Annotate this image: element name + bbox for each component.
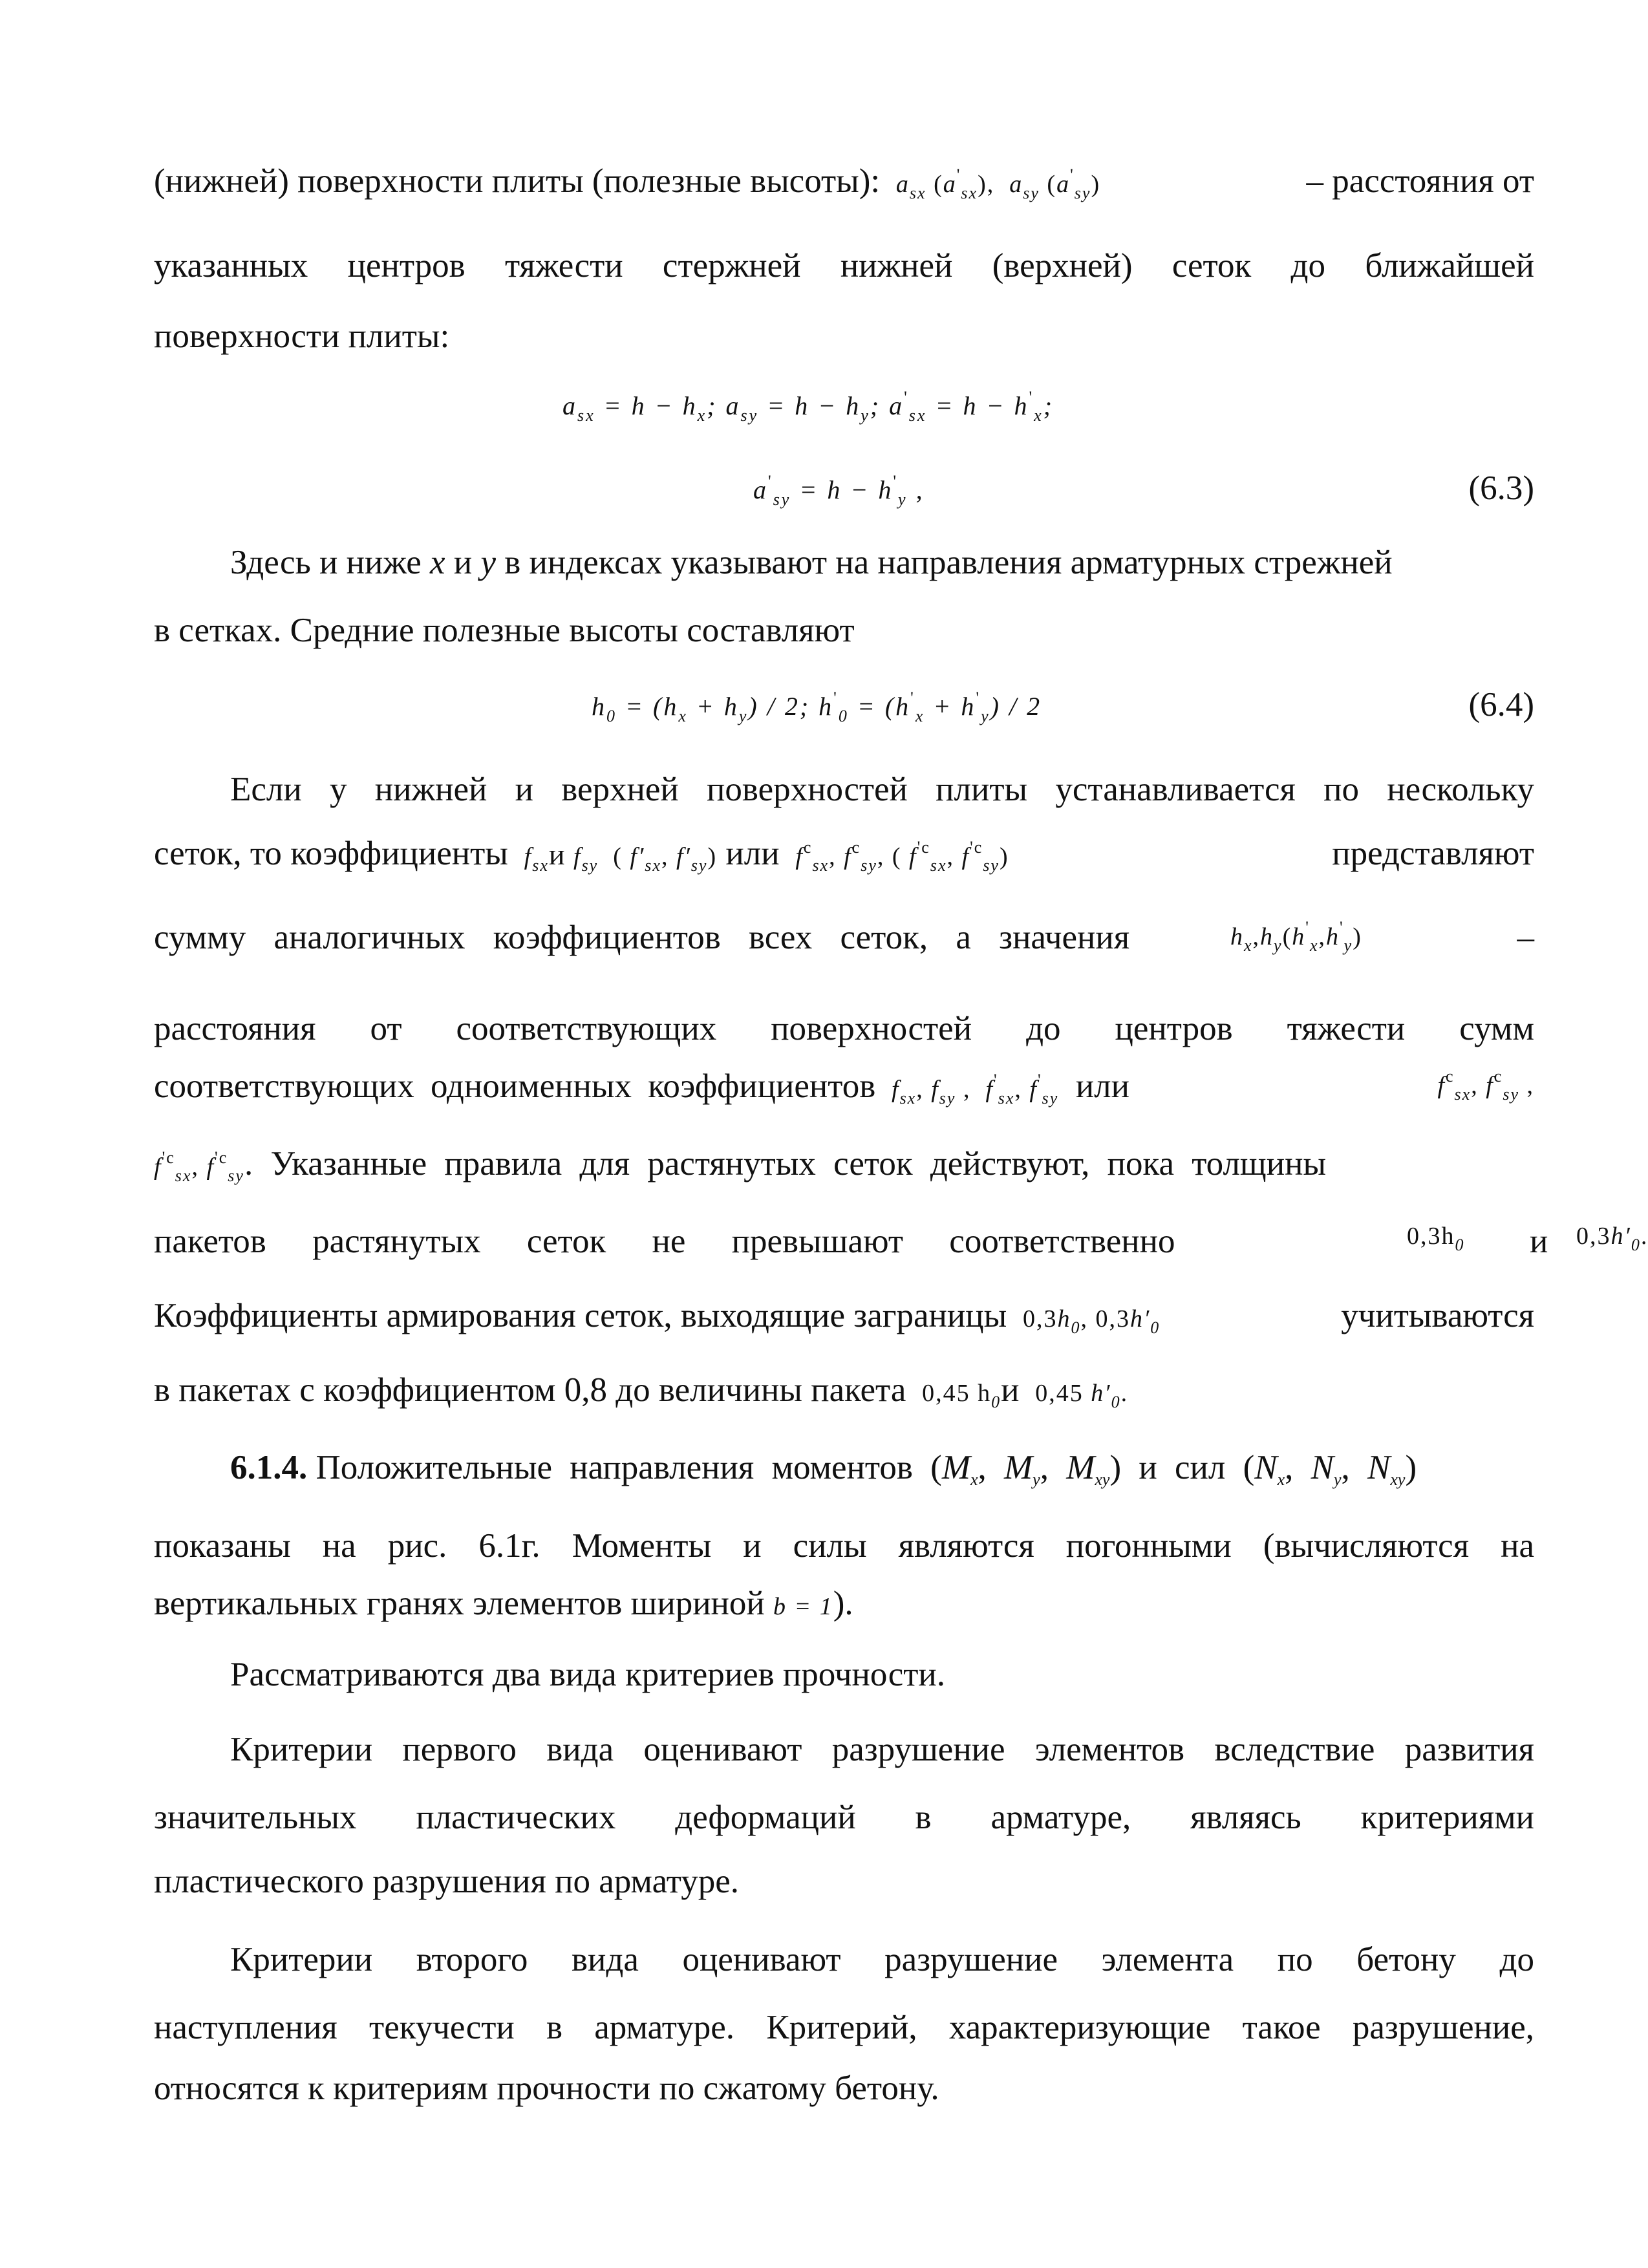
text-line: наступления текучести в арматуре. Критерий, характеризующие такое разрушение, <box>154 2009 1534 2046</box>
formula-03-bounds: $0,3h_0$, $0,3h'_0$ <box>1022 1305 1161 1337</box>
text-line: значительных пластических деформаций в арматуре, являясь критериями <box>154 1799 1534 1836</box>
formula-045h0: 0,45 $h_0$ <box>922 1380 1001 1411</box>
formula-asx: $a_{sx}$ $(a'_{sx})$, $a_{sy}$ $(a'_{sy})$ <box>888 166 1101 202</box>
text-line: пакетов растянутых сеток не превышают соответственно $0,3h_0$ и $0,3h'_0$. <box>154 1223 1648 1260</box>
text-line: указанных центров тяжести стержней нижней (верхней) сеток до ближайшей <box>154 247 1534 284</box>
equation-number: (6.4) <box>1468 686 1534 723</box>
text-fragment: – расстояния от <box>1306 162 1534 200</box>
formula-fprime-c: $f^{'c}_{sx}$, $f^{'c}_{sy}$ <box>154 1148 244 1185</box>
text-line: относятся к критериям прочности по сжатому бетону. <box>154 2070 939 2107</box>
text-line: Критерии первого вида оценивают разрушение элементов вследствие развития <box>230 1731 1534 1768</box>
text-line: поверхности плиты: <box>154 317 450 355</box>
formula-03h0-prime: $0,3h'_0$. <box>1576 1223 1648 1254</box>
text-line: пластического разрушения по арматуре. <box>154 1863 739 1900</box>
text-line: в сетках. Средние полезные высоты составляют <box>154 612 855 649</box>
text-line: сумму аналогичных коэффициентов всех сеток, а значения $h_x,h_y(h'_x,h'_y)$ – <box>154 918 1534 956</box>
text-fragment: (нижней) поверхности плиты (полезные высоты): <box>154 162 881 200</box>
formula-fc: $f^c_{sx}$, $f^c_{sy}$ , <box>1437 1067 1534 1104</box>
formula-hx-hy: $h_x,h_y(h'_x,h'_y)$ <box>1230 918 1362 955</box>
text-line <box>230 1448 1534 1490</box>
text-line: Если у нижней и верхней поверхностей плиты устанавливается по нескольку <box>230 771 1534 808</box>
text-line <box>154 162 1534 203</box>
moments-and-forces: Положительные направления моментов ($M_x$, $M_y$, $M_{xy}$) и сил ($N_x$, $N_y$, $N_{xy}$) <box>316 1449 1417 1489</box>
equation-number: (6.3) <box>1468 469 1534 507</box>
text-line: показаны на рис. 6.1г. Моменты и силы являются погонными (вычисляются на <box>154 1527 1534 1565</box>
formula-045h0-prime: 0,45 $h'_0$. <box>1035 1380 1129 1411</box>
formula-fcsx: $f^c_{sx}$, $f^c_{sy}$, ( $f^{'c}_{sx}$, $f^{'c}_{sy}$) <box>787 838 1009 875</box>
equation-6-3-line1: $a_{sx} = h - h_x$; $a_{sy} = h - h_y$; $a'_{sx} = h - h'_x$; <box>562 388 1054 425</box>
equation-6-4: $h_0 = (h_x + h_y) / 2$; $h'_0 = (h'_x + h'_y) / 2$ <box>592 689 1042 725</box>
text-line: вертикальных гранях элементов шириной b = 1). <box>154 1585 853 1622</box>
text-line: $f^{'c}_{sx}$, $f^{'c}_{sy}$. Указанные правила для растянутых сеток действуют, пока толщины <box>154 1145 1327 1185</box>
formula-fsx: $f_{sx}и$ $f_{sy}$ ( $f'_{sx}$, $f'_{sy}$) <box>517 838 718 875</box>
text-line: расстояния от соответствующих поверхностей до центров тяжести сумм <box>154 1010 1534 1047</box>
section-number: 6.1.4. <box>230 1449 308 1486</box>
text-line: в пакетах с коэффициентом 0,8 до величины пакета 0,45 $h_0и$ 0,45 $h'_0$. <box>154 1371 1129 1411</box>
formula-fsx-fsy: $f_{sx}$, $f_{sy}$ , $f'_{sx}$, $f'_{sy}$ <box>884 1071 1059 1107</box>
formula-b-eq-1: b = 1 <box>773 1593 833 1620</box>
text-line: Рассматриваются два вида критериев прочности. <box>230 1656 946 1693</box>
equation-6-3-line2: $a'_{sy} = h - h'_y$ , <box>753 472 925 509</box>
text-line: соответствующих одноименных коэффициентов $f_{sx}$, $f_{sy}$ , $f'_{sx}$, $f'_{sy}$ или $f^c_{sx}$, $f^c_{sy}$ , <box>154 1067 1534 1107</box>
text-line: Коэффициенты армирования сеток, выходящие заграницы $0,3h_0$, $0,3h'_0$ учитываются <box>154 1297 1534 1337</box>
text-line: Критерии второго вида оценивают разрушение элемента по бетону до <box>230 1941 1534 1978</box>
text-line: сеток, то коэффициенты $f_{sx}и$ $f_{sy}$ ( $f'_{sx}$, $f'_{sy}$) или $f^c_{sx}$, $f^c_{sy}$, ( $f^{'c}_{sx}$, $f^{'c}_{sy}$) представляют <box>154 835 1534 875</box>
formula-03h0: $0,3h_0$ <box>1407 1223 1465 1254</box>
text-line: Здесь и ниже x и y в индексах указывают на направления арматурных стрежней <box>230 544 1393 581</box>
